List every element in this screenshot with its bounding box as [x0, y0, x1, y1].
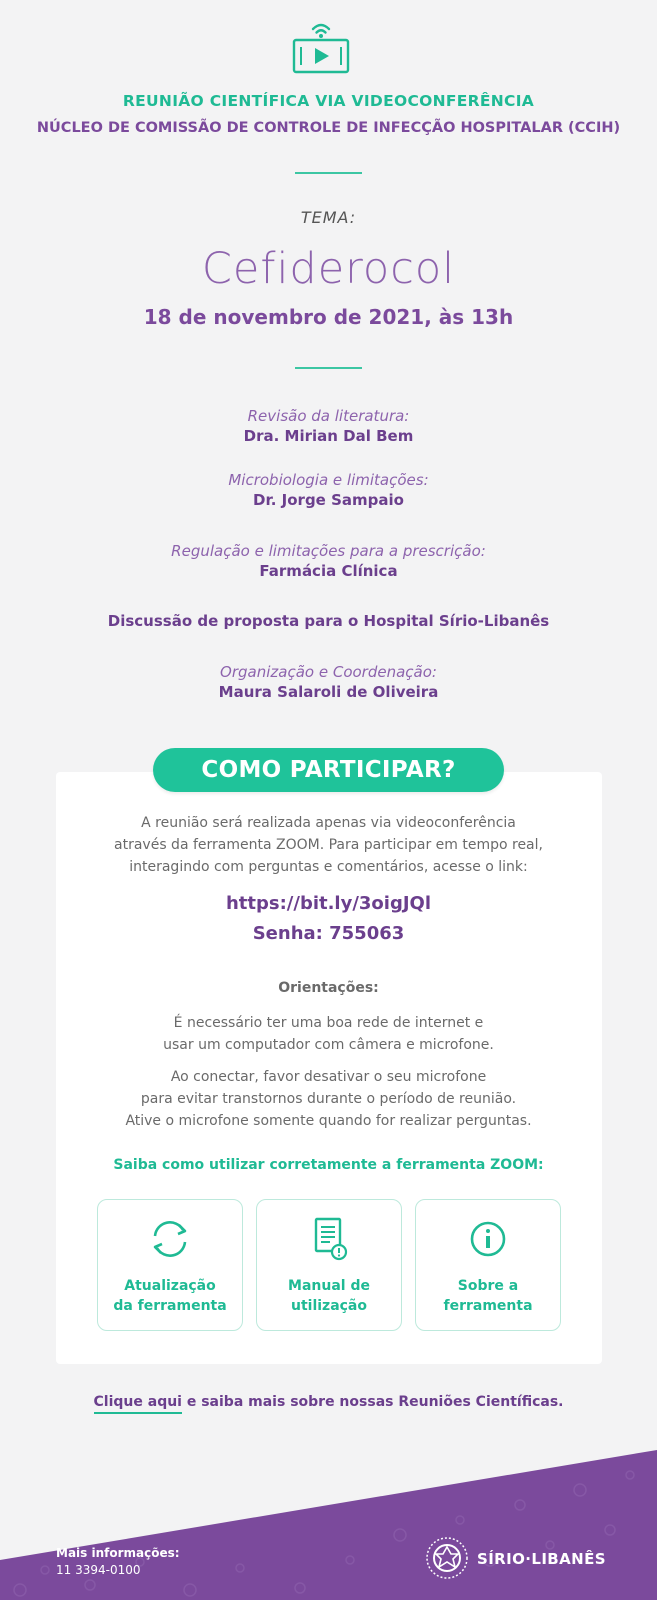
intro-line: através da ferramenta ZOOM. Para participar em tempo real,	[114, 837, 543, 853]
tool-label: Manual de	[288, 1278, 370, 1294]
program-role: Revisão da literatura:	[247, 407, 410, 425]
tema-label: TEMA:	[300, 208, 357, 227]
orientation-line: Ao conectar, favor desativar o seu microfone	[170, 1069, 487, 1085]
tool-label: Sobre a	[457, 1278, 519, 1294]
divider	[295, 367, 362, 369]
manual-document-icon	[306, 1216, 352, 1264]
zoom-help-title: Saiba como utilizar corretamente a ferramenta ZOOM:	[113, 1157, 544, 1173]
intro-line: A reunião será realizada apenas via videoconferência	[141, 815, 516, 831]
orientation-line: usar um computador com câmera e microfone.	[163, 1037, 494, 1053]
program-role: Organização e Coordenação:	[220, 663, 437, 681]
intro-line: interagindo com perguntas e comentários, acesse o link:	[129, 859, 528, 875]
como-participar-heading: COMO PARTICIPAR?	[153, 748, 504, 792]
orientation-line: É necessário ter uma boa rede de internet e	[173, 1015, 484, 1031]
program-item	[0, 406, 657, 446]
zoom-link[interactable]: https://bit.ly/3oigJQl	[225, 893, 432, 914]
program-speaker: Dra. Mirian Dal Bem	[243, 427, 414, 445]
footer	[0, 1450, 657, 1600]
department-subtitle: NÚCLEO DE COMISSÃO DE CONTROLE DE INFECÇÃO HOSPITALAR (CCIH)	[36, 120, 621, 136]
logo-text: SÍRIO·LIBANÊS	[477, 1550, 606, 1568]
intro-text	[0, 812, 657, 878]
refresh-icon	[147, 1216, 193, 1262]
program-role: Microbiologia e limitações:	[228, 471, 429, 489]
tool-label: ferramenta	[443, 1298, 533, 1314]
info-icon	[465, 1216, 511, 1262]
hospital-emblem-icon	[424, 1535, 470, 1581]
tema-title: Cefiderocol	[201, 244, 456, 294]
program-discussion: Discussão de proposta para o Hospital Sírio-Libanês	[107, 612, 550, 630]
contact-title: Mais informações:	[56, 1546, 180, 1560]
more-meetings-text	[0, 1394, 657, 1410]
program-role: Regulação e limitações para a prescrição:	[171, 542, 486, 560]
manual-tool-button[interactable]	[256, 1199, 402, 1331]
orientacoes-title: Orientações:	[278, 980, 379, 996]
tool-label: da ferramenta	[113, 1298, 227, 1314]
program-speaker: Dr. Jorge Sampaio	[253, 491, 404, 509]
more-meetings-rest: e saiba mais sobre nossas Reuniões Científicas.	[181, 1394, 564, 1410]
video-broadcast-icon	[291, 18, 351, 76]
program-item	[0, 611, 657, 631]
event-type-title: REUNIÃO CIENTÍFICA VIA VIDEOCONFERÊNCIA	[122, 92, 535, 110]
zoom-password: Senha: 755063	[252, 923, 405, 944]
tool-label: utilização	[290, 1298, 367, 1314]
program-item	[0, 470, 657, 510]
orientation-line: para evitar transtornos durante o período de reunião.	[140, 1091, 517, 1107]
orientation-text	[0, 1012, 657, 1056]
program-speaker: Farmácia Clínica	[259, 562, 398, 580]
divider	[295, 172, 362, 174]
event-date: 18 de novembro de 2021, às 13h	[143, 305, 514, 329]
program-item	[0, 662, 657, 702]
about-tool-button[interactable]	[415, 1199, 561, 1331]
orientation-line: Ative o microfone somente quando for realizar perguntas.	[125, 1113, 532, 1129]
clique-aqui-link[interactable]: Clique aqui	[94, 1394, 182, 1414]
program-speaker: Maura Salaroli de Oliveira	[218, 683, 439, 701]
contact-info	[56, 1545, 180, 1579]
contact-phone[interactable]: 11 3394-0100	[56, 1563, 141, 1577]
program-item	[0, 541, 657, 581]
update-tool-button[interactable]	[97, 1199, 243, 1331]
tool-label: Atualização	[124, 1278, 216, 1294]
orientation-text	[0, 1066, 657, 1132]
sirio-libanes-logo	[424, 1535, 604, 1585]
